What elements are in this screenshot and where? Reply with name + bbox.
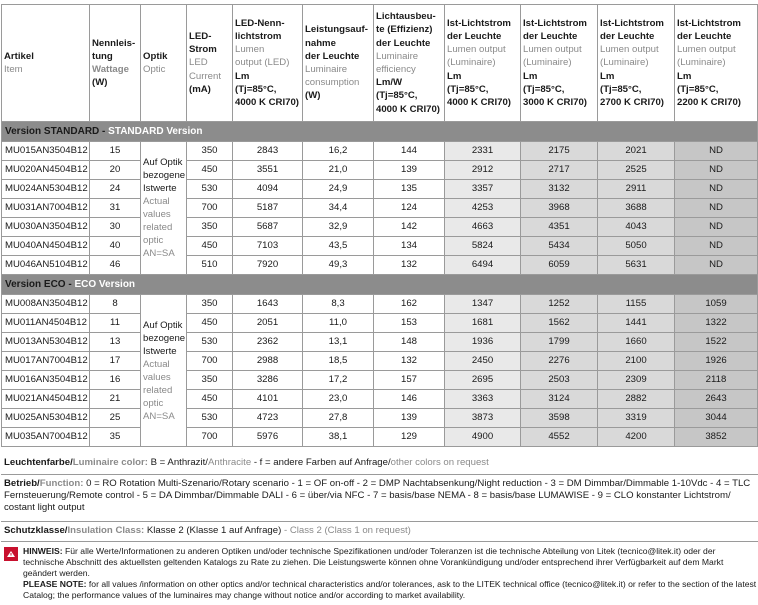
hint-block: HINWEIS: Für alle Werte/Informationen zu anderen Optiken und/oder technische Spezifikationen und/oder Toleranzen ist die technische Abteilung von Litek (tecnico@litek.it) oder der technische Abschnitt des aktuellsten geltenden Katalogs zu Rate zu ziehen. Die Leistungswerte können ohne Vorankündigung und/oder entsprechend ihrer Verfügbarkeit auf dem Markt geändert werden. PLEASE NOTE: for all values /information on other optics and/or technical characteristics and/or tolerances, ask to the LITEK technical office (tecnico@litek.it) or refer to the section of the latest Catalog; the performance values of the luminaires may change without notice and/or according to market availability.	[1, 546, 757, 601]
header-efficiency: Lichtausbeu- te (Effizienz) der Leuchte Luminaire efficiency Lm/W (Tj=85°C, 4000 K CRI70)	[374, 5, 445, 122]
header-optic: Optik Optic	[141, 5, 187, 122]
note-function: Betrieb/Function: 0 = RO Rotation Multi-Szenario/Rotary scenario - 1 = OF on-off - 2 = DMP Nachtabsenkung/Night reduction - 3 = DM Dimmbar/Dimmable 1-10Vdc - 4 = TLC Fernsteuerung/Remote control - 5 = DA Dimmbar/Dimmable DALI - 6 = über/via NFC - 7 = basis/base NEMA - 8 = basis/base LUMAWISE - 9 = CLO konstanter Lichtstrom/ costant light output	[1, 478, 758, 522]
cell-lumen-4000k: 3363	[445, 390, 521, 409]
table-row	[2, 352, 758, 371]
cell-lumen-3000k: 3598	[521, 409, 598, 428]
table-row	[2, 295, 758, 314]
cell-lumen-3000k: 2717	[521, 161, 598, 180]
cell-lumen-4000k: 3357	[445, 180, 521, 199]
table-row	[2, 180, 758, 199]
cell-consumption: 13,1	[303, 333, 374, 352]
cell-lumen-2700k: 5050	[598, 237, 675, 256]
spec-table-body	[2, 122, 758, 447]
cell-wattage: 15	[90, 142, 141, 161]
cell-lumen-2200k: 1926	[675, 352, 758, 371]
cell-lumen-2200k: 3044	[675, 409, 758, 428]
cell-led-current: 450	[187, 314, 233, 333]
cell-item-code: MU025AN5304B12	[2, 409, 90, 428]
cell-lumen-3000k: 1799	[521, 333, 598, 352]
cell-wattage: 35	[90, 428, 141, 447]
cell-wattage: 46	[90, 256, 141, 275]
cell-lumen-2700k: 2309	[598, 371, 675, 390]
cell-lumen-led: 3286	[233, 371, 303, 390]
cell-efficiency: 157	[374, 371, 445, 390]
cell-efficiency: 132	[374, 352, 445, 371]
cell-wattage: 24	[90, 180, 141, 199]
cell-lumen-3000k: 4351	[521, 218, 598, 237]
cell-lumen-2200k: 1522	[675, 333, 758, 352]
cell-consumption: 38,1	[303, 428, 374, 447]
cell-lumen-4000k: 2331	[445, 142, 521, 161]
cell-lumen-led: 5976	[233, 428, 303, 447]
cell-lumen-led: 5187	[233, 199, 303, 218]
cell-lumen-2200k: ND	[675, 142, 758, 161]
table-row	[2, 428, 758, 447]
cell-led-current: 530	[187, 180, 233, 199]
table-row	[2, 199, 758, 218]
cell-item-code: MU008AN3504B12	[2, 295, 90, 314]
cell-led-current: 700	[187, 352, 233, 371]
cell-lumen-3000k: 2175	[521, 142, 598, 161]
cell-lumen-2700k: 2882	[598, 390, 675, 409]
cell-lumen-led: 2362	[233, 333, 303, 352]
cell-lumen-4000k: 1936	[445, 333, 521, 352]
cell-efficiency: 139	[374, 409, 445, 428]
cell-lumen-2200k: 2643	[675, 390, 758, 409]
table-row	[2, 256, 758, 275]
spec-table	[1, 4, 758, 447]
cell-led-current: 450	[187, 237, 233, 256]
cell-wattage: 30	[90, 218, 141, 237]
cell-efficiency: 142	[374, 218, 445, 237]
warning-icon	[4, 547, 18, 561]
cell-lumen-4000k: 2912	[445, 161, 521, 180]
cell-wattage: 17	[90, 352, 141, 371]
cell-efficiency: 146	[374, 390, 445, 409]
cell-lumen-2200k: 2118	[675, 371, 758, 390]
cell-consumption: 43,5	[303, 237, 374, 256]
cell-lumen-led: 5687	[233, 218, 303, 237]
cell-consumption: 8,3	[303, 295, 374, 314]
cell-lumen-4000k: 6494	[445, 256, 521, 275]
header-led-current: LED- Strom LED Current (mA)	[187, 5, 233, 122]
cell-consumption: 16,2	[303, 142, 374, 161]
cell-lumen-2200k: 1059	[675, 295, 758, 314]
cell-efficiency: 148	[374, 333, 445, 352]
cell-wattage: 40	[90, 237, 141, 256]
cell-lumen-4000k: 4663	[445, 218, 521, 237]
cell-lumen-2700k: 1441	[598, 314, 675, 333]
cell-item-code: MU030AN3504B12	[2, 218, 90, 237]
cell-item-code: MU031AN7004B12	[2, 199, 90, 218]
cell-lumen-led: 1643	[233, 295, 303, 314]
cell-efficiency: 153	[374, 314, 445, 333]
cell-wattage: 31	[90, 199, 141, 218]
cell-lumen-3000k: 4552	[521, 428, 598, 447]
cell-led-current: 450	[187, 161, 233, 180]
cell-item-code: MU040AN4504B12	[2, 237, 90, 256]
cell-item-code: MU021AN4504B12	[2, 390, 90, 409]
optic-note: Auf Optik bezogene Istwerte Actual values related optic AN=SA	[141, 142, 187, 275]
cell-consumption: 27,8	[303, 409, 374, 428]
cell-lumen-2700k: 2525	[598, 161, 675, 180]
cell-wattage: 11	[90, 314, 141, 333]
cell-lumen-4000k: 1347	[445, 295, 521, 314]
cell-lumen-3000k: 5434	[521, 237, 598, 256]
cell-lumen-2700k: 4200	[598, 428, 675, 447]
cell-lumen-2700k: 2100	[598, 352, 675, 371]
cell-wattage: 13	[90, 333, 141, 352]
header-wattage: Nennleis- tung Wattage (W)	[90, 5, 141, 122]
cell-consumption: 32,9	[303, 218, 374, 237]
cell-item-code: MU046AN5104B12	[2, 256, 90, 275]
cell-led-current: 350	[187, 142, 233, 161]
cell-item-code: MU035AN7004B12	[2, 428, 90, 447]
header-lumen-led: LED-Nenn- lichtstrom Lumen output (LED) Lm (Tj=85°C, 4000 K CRI70)	[233, 5, 303, 122]
table-row	[2, 142, 758, 161]
cell-lumen-led: 3551	[233, 161, 303, 180]
cell-consumption: 21,0	[303, 161, 374, 180]
cell-wattage: 8	[90, 295, 141, 314]
cell-lumen-3000k: 1252	[521, 295, 598, 314]
cell-lumen-3000k: 3124	[521, 390, 598, 409]
section-header	[2, 275, 758, 295]
cell-wattage: 25	[90, 409, 141, 428]
table-row	[2, 161, 758, 180]
cell-lumen-2200k: ND	[675, 199, 758, 218]
cell-lumen-4000k: 3873	[445, 409, 521, 428]
cell-lumen-2200k: ND	[675, 256, 758, 275]
cell-efficiency: 139	[374, 161, 445, 180]
header-lumen-4000: Ist-Lichtstrom der Leuchte Lumen output (Luminaire) Lm (Tj=85°C, 4000 K CRI70)	[445, 5, 521, 122]
table-row	[2, 314, 758, 333]
cell-wattage: 16	[90, 371, 141, 390]
header-row	[2, 5, 758, 122]
cell-lumen-2200k: ND	[675, 180, 758, 199]
cell-lumen-3000k: 1562	[521, 314, 598, 333]
section-header	[2, 122, 758, 142]
cell-lumen-2700k: 2021	[598, 142, 675, 161]
cell-lumen-4000k: 4900	[445, 428, 521, 447]
cell-lumen-2200k: ND	[675, 237, 758, 256]
cell-lumen-3000k: 6059	[521, 256, 598, 275]
header-lumen-3000: Ist-Lichtstrom der Leuchte Lumen output (Luminaire) Lm (Tj=85°C, 3000 K CRI70)	[521, 5, 598, 122]
section-title: Version STANDARD - STANDARD Version	[2, 122, 758, 142]
cell-consumption: 34,4	[303, 199, 374, 218]
cell-wattage: 20	[90, 161, 141, 180]
section-title: Version ECO - ECO Version	[2, 275, 758, 295]
cell-lumen-3000k: 2503	[521, 371, 598, 390]
cell-led-current: 350	[187, 295, 233, 314]
cell-led-current: 510	[187, 256, 233, 275]
table-row	[2, 409, 758, 428]
cell-lumen-2700k: 3319	[598, 409, 675, 428]
table-row	[2, 390, 758, 409]
cell-lumen-2200k: 3852	[675, 428, 758, 447]
cell-lumen-led: 2988	[233, 352, 303, 371]
cell-efficiency: 144	[374, 142, 445, 161]
optic-note: Auf Optik bezogene Istwerte Actual values related optic AN=SA	[141, 295, 187, 447]
cell-led-current: 350	[187, 218, 233, 237]
cell-efficiency: 132	[374, 256, 445, 275]
cell-consumption: 24,9	[303, 180, 374, 199]
cell-lumen-led: 7920	[233, 256, 303, 275]
cell-lumen-led: 7103	[233, 237, 303, 256]
cell-lumen-4000k: 2695	[445, 371, 521, 390]
cell-efficiency: 134	[374, 237, 445, 256]
cell-lumen-led: 4094	[233, 180, 303, 199]
cell-led-current: 530	[187, 333, 233, 352]
cell-consumption: 23,0	[303, 390, 374, 409]
table-row	[2, 218, 758, 237]
cell-lumen-2200k: 1322	[675, 314, 758, 333]
cell-lumen-led: 4723	[233, 409, 303, 428]
cell-efficiency: 124	[374, 199, 445, 218]
cell-lumen-4000k: 2450	[445, 352, 521, 371]
cell-wattage: 21	[90, 390, 141, 409]
cell-item-code: MU013AN5304B12	[2, 333, 90, 352]
cell-efficiency: 135	[374, 180, 445, 199]
cell-consumption: 18,5	[303, 352, 374, 371]
cell-lumen-4000k: 5824	[445, 237, 521, 256]
cell-efficiency: 162	[374, 295, 445, 314]
cell-efficiency: 129	[374, 428, 445, 447]
table-row	[2, 371, 758, 390]
cell-lumen-led: 4101	[233, 390, 303, 409]
cell-led-current: 530	[187, 409, 233, 428]
cell-lumen-2700k: 4043	[598, 218, 675, 237]
header-item: Artikel Item	[2, 5, 90, 122]
cell-lumen-3000k: 2276	[521, 352, 598, 371]
cell-lumen-2700k: 5631	[598, 256, 675, 275]
header-consumption: Leistungsauf- nahme der Leuchte Luminaire consumption (W)	[303, 5, 374, 122]
header-lumen-2700: Ist-Lichtstrom der Leuchte Lumen output (Luminaire) Lm (Tj=85°C, 2700 K CRI70)	[598, 5, 675, 122]
cell-lumen-2700k: 1660	[598, 333, 675, 352]
cell-lumen-2200k: ND	[675, 161, 758, 180]
table-row	[2, 333, 758, 352]
cell-lumen-4000k: 1681	[445, 314, 521, 333]
table-row	[2, 237, 758, 256]
cell-lumen-2700k: 3688	[598, 199, 675, 218]
cell-consumption: 11,0	[303, 314, 374, 333]
cell-lumen-led: 2051	[233, 314, 303, 333]
header-lumen-2200: Ist-Lichtstrom der Leuchte Lumen output (Luminaire) Lm (Tj=85°C, 2200 K CRI70)	[675, 5, 758, 122]
cell-led-current: 700	[187, 428, 233, 447]
note-insulation-class: Schutzklasse/Insulation Class: Klasse 2 (Klasse 1 auf Anfrage) - Class 2 (Class 1 on request)	[1, 525, 758, 542]
cell-lumen-3000k: 3132	[521, 180, 598, 199]
note-luminaire-color: Leuchtenfarbe/Luminaire color: B = Anthrazit/Anthracite - f = andere Farben auf Anfrage/other colors on request	[1, 457, 758, 475]
cell-consumption: 49,3	[303, 256, 374, 275]
cell-consumption: 17,2	[303, 371, 374, 390]
cell-led-current: 450	[187, 390, 233, 409]
cell-item-code: MU024AN5304B12	[2, 180, 90, 199]
cell-lumen-3000k: 3968	[521, 199, 598, 218]
cell-led-current: 700	[187, 199, 233, 218]
cell-item-code: MU016AN3504B12	[2, 371, 90, 390]
cell-item-code: MU015AN3504B12	[2, 142, 90, 161]
cell-item-code: MU011AN4504B12	[2, 314, 90, 333]
cell-lumen-2700k: 2911	[598, 180, 675, 199]
cell-lumen-led: 2843	[233, 142, 303, 161]
cell-item-code: MU020AN4504B12	[2, 161, 90, 180]
cell-lumen-2200k: ND	[675, 218, 758, 237]
cell-led-current: 350	[187, 371, 233, 390]
cell-lumen-2700k: 1155	[598, 295, 675, 314]
cell-lumen-4000k: 4253	[445, 199, 521, 218]
cell-item-code: MU017AN7004B12	[2, 352, 90, 371]
